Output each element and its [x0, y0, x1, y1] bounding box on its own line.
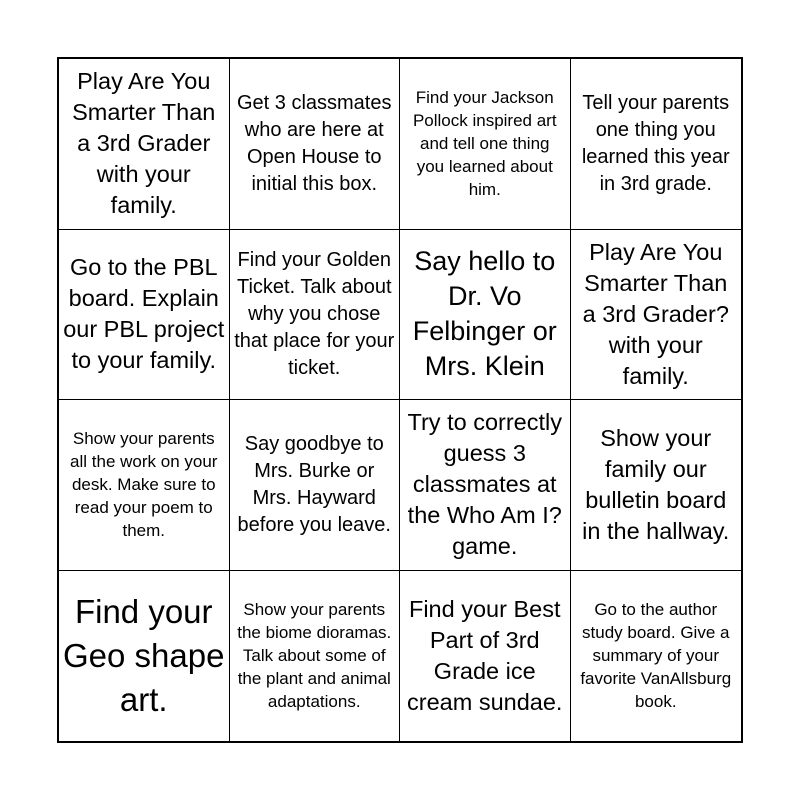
bingo-cell[interactable] — [59, 400, 230, 571]
bingo-cell[interactable] — [400, 59, 571, 230]
bingo-cell[interactable] — [230, 59, 401, 230]
bingo-cell-text: Find your Geo shape art. — [63, 592, 225, 718]
bingo-cell-text: Say goodbye to Mrs. Burke or Mrs. Hayward before you leave. — [237, 432, 391, 536]
bingo-cell[interactable] — [59, 571, 230, 742]
bingo-cell[interactable] — [571, 400, 742, 571]
bingo-cell-text: Say hello to Dr. Vo Felbinger or Mrs. Klein — [412, 246, 557, 382]
bingo-cell-text: Find your Jackson Pollock inspired art and tell one thing you learned about him. — [412, 88, 557, 200]
bingo-cell[interactable] — [400, 230, 571, 401]
bingo-cell-text: Play Are You Smarter Than a 3rd Grader with your family. — [72, 68, 216, 219]
bingo-cell-text: Show your parents all the work on your desk. Make sure to read your poem to them. — [70, 429, 218, 541]
bingo-cell[interactable] — [400, 400, 571, 571]
bingo-cell[interactable] — [400, 571, 571, 742]
bingo-cell[interactable] — [571, 571, 742, 742]
bingo-cell[interactable] — [571, 230, 742, 401]
bingo-cell-text: Find your Best Part of 3rd Grade ice cream sundae. — [407, 595, 563, 715]
bingo-cell[interactable] — [59, 230, 230, 401]
bingo-cell-text: Get 3 classmates who are here at Open House to initial this box. — [236, 91, 392, 195]
bingo-cell[interactable] — [230, 230, 401, 401]
bingo-cell[interactable] — [59, 59, 230, 230]
bingo-cell-text: Show your family our bulletin board in the hallway. — [582, 424, 730, 544]
bingo-board — [57, 57, 743, 743]
bingo-cell-text: Find your Golden Ticket. Talk about why you chose that place for your ticket. — [234, 248, 395, 379]
bingo-cell-text: Try to correctly guess 3 classmates at the Who Am I? game. — [407, 409, 562, 560]
bingo-cell-text: Go to the PBL board. Explain our PBL project to your family. — [63, 254, 225, 374]
bingo-cell[interactable] — [230, 400, 401, 571]
bingo-cell-text: Show your parents the biome dioramas. Talk about some of the plant and animal adaptations. — [237, 600, 392, 712]
bingo-cell[interactable] — [230, 571, 401, 742]
bingo-cell-text: Go to the author study board. Give a summary of your favorite VanAllsburg book. — [580, 600, 732, 712]
bingo-cell[interactable] — [571, 59, 742, 230]
bingo-cell-text: Tell your parents one thing you learned this year in 3rd grade. — [581, 91, 730, 195]
bingo-cell-text: Play Are You Smarter Than a 3rd Grader? with your family. — [582, 238, 729, 389]
